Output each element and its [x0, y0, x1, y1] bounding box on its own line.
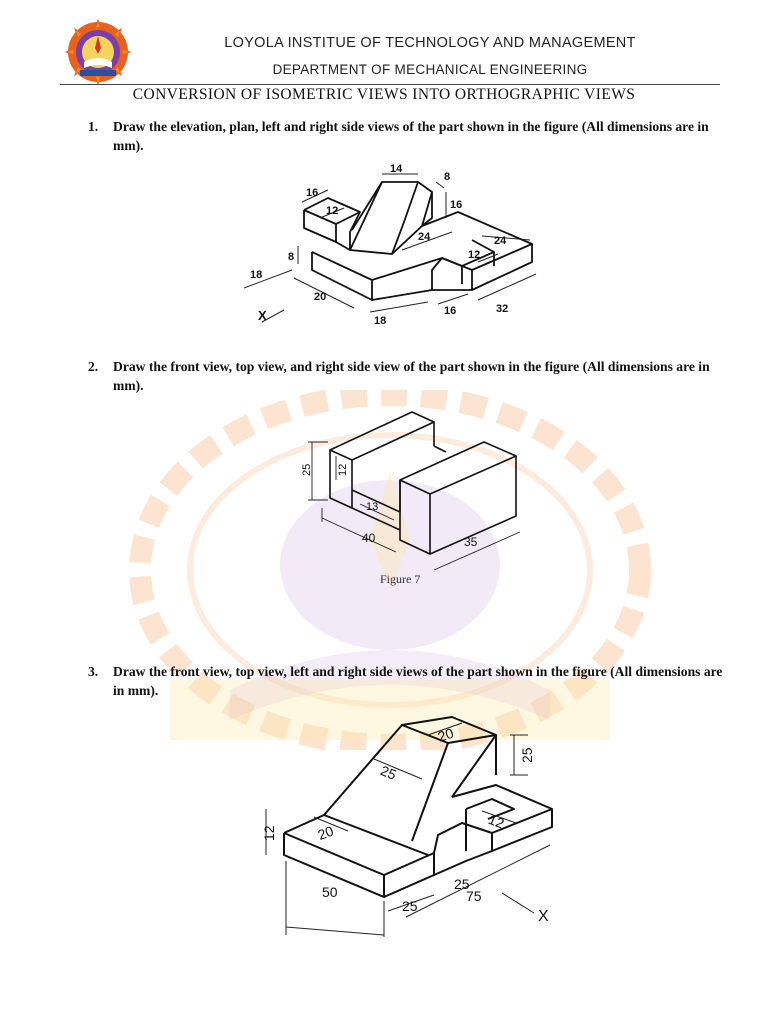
dim-label: 18 [374, 315, 387, 327]
dim-label: 16 [444, 305, 457, 317]
dim-label: 12 [486, 810, 507, 832]
dim-label: 20 [314, 291, 327, 303]
dim-label: 16 [306, 187, 319, 199]
question-text: Draw the front view, top view, left and right side views of the part shown in the figure (All dimensions are in mm). [113, 664, 723, 698]
header-divider [60, 84, 720, 85]
dim-label: 32 [496, 303, 509, 315]
page-title: CONVERSION OF ISOMETRIC VIEWS INTO ORTHOGRAPHIC VIEWS [132, 86, 636, 103]
question-number: 1. [88, 119, 99, 134]
dim-label: 24 [418, 231, 431, 243]
question-text: Draw the front view, top view, and right side view of the part shown in the figure (All dimensions are in mm). [113, 359, 710, 393]
question-text: Draw the elevation, plan, left and right side views of the part shown in the figure (All dimensions are in mm). [113, 119, 709, 153]
dim-label: 25 [402, 898, 418, 914]
institution-name: LOYOLA INSTITUE OF TECHNOLOGY AND MANAGEMENT [224, 35, 636, 51]
question-number: 2. [88, 359, 99, 374]
dim-label: 20 [435, 724, 456, 745]
dim-label: 12 [337, 463, 349, 476]
dim-label: 35 [464, 535, 478, 549]
dim-label: 20 [315, 822, 336, 843]
question-3 [88, 662, 728, 700]
institute-logo [58, 18, 138, 88]
dim-label: 14 [390, 163, 403, 175]
question-2 [88, 357, 728, 395]
figure-caption: Figure 7 [380, 572, 421, 586]
dim-label: 8 [444, 171, 451, 183]
dim-label: 16 [450, 199, 463, 211]
isometric-figure-2 [296, 402, 536, 588]
dim-label: 25 [378, 762, 399, 783]
dim-label: 18 [250, 269, 263, 281]
dim-label: 25 [454, 876, 470, 892]
dim-label: 12 [326, 205, 339, 217]
direction-label: X [258, 308, 267, 323]
dim-label: 50 [322, 884, 338, 900]
dim-label: 24 [494, 235, 507, 247]
dim-label: 25 [519, 747, 535, 763]
dim-label: 25 [301, 463, 313, 476]
isometric-figure-1 [232, 162, 552, 344]
dim-label: 8 [288, 251, 295, 263]
department-name: DEPARTMENT OF MECHANICAL ENGINEERING [272, 62, 588, 77]
isometric-figure-3 [252, 705, 572, 945]
direction-label: X [538, 908, 549, 925]
question-number: 3. [88, 664, 99, 679]
dim-label: 12 [468, 249, 481, 261]
dim-label: 12 [261, 825, 277, 841]
dim-label: 75 [466, 888, 482, 904]
dim-label: 40 [362, 531, 376, 545]
question-1 [88, 117, 728, 155]
dim-label: 13 [366, 501, 379, 513]
